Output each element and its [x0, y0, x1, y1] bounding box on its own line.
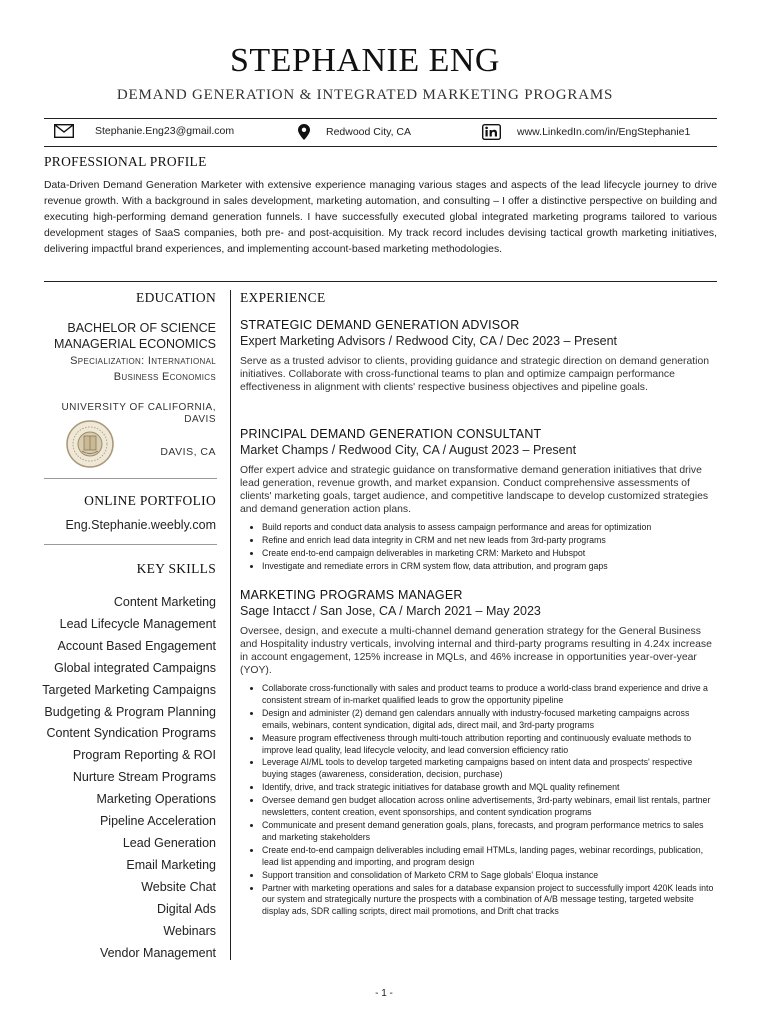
skill-item: Account Based Engagement	[57, 638, 216, 653]
job-meta: Market Champs / Redwood City, CA / August 2023 – Present	[240, 443, 577, 457]
skill-item: Pipeline Acceleration	[99, 814, 216, 829]
contact-email[interactable]	[54, 124, 234, 138]
job-description: Serve as a trusted advisor to clients, providing guidance and strategic direction on demand generation initiatives. Collaborate with cross-functional teams to plan and optimize campaign performance effectiveness in alignment with clients' respective business objectives and pipeline goals.	[240, 356, 710, 393]
university-seal-icon	[66, 420, 114, 468]
experience-heading: EXPERIENCE	[240, 290, 326, 305]
candidate-tagline: DEMAND GENERATION & INTEGRATED MARKETING PROGRAMS	[116, 87, 614, 103]
portfolio-link[interactable]: Eng.Stephanie.weebly.com	[65, 518, 216, 532]
job-bullet: • Build reports and conduct data analysis to assess campaign performance and areas for optimization	[262, 522, 717, 534]
degree	[40, 320, 216, 352]
portfolio-heading: ONLINE PORTFOLIO	[84, 493, 216, 508]
skill-item: Website Chat	[141, 879, 216, 894]
job-bullets	[240, 522, 717, 573]
job-bullet: • Create end-to-end campaign deliverables in marketing CRM: Marketo and Hubspot	[262, 548, 717, 560]
contact-linkedin-text: www.LinkedIn.com/in/EngStephanie1	[517, 126, 691, 138]
divider-education	[44, 478, 217, 479]
skill-item: Program Reporting & ROI	[72, 748, 216, 763]
skill-item: Content Syndication Programs	[46, 726, 216, 741]
job-bullet: • Create end-to-end campaign deliverables including email HTMLs, landing pages, webinar recordings, publication, lead list appending and importing, and program design	[262, 845, 717, 869]
column-divider	[230, 290, 231, 960]
divider-top	[44, 118, 717, 119]
skill-item: Budgeting & Program Planning	[44, 704, 216, 719]
skills-list	[40, 592, 216, 964]
job-bullets	[240, 683, 717, 918]
job-description: Offer expert advice and strategic guidance on transformative demand generation initiatives that drive lead generation, revenue growth, and market expansion. Conduct comprehensive assessments of clients' marketing goals, target audience, and competitive landscape to develop customized strategies and demand generation action plans.	[240, 465, 709, 515]
skill-item: Content Marketing	[113, 595, 216, 609]
job-bullet: • Refine and enrich lead data integrity in CRM and net new leads from 3rd-party programs	[262, 535, 717, 547]
job-bullet: • Design and administer (2) demand gen calendars annually with industry-focused marketing campaigns across emails, webinars, content syndication, digital ads, direct mail, and 3rd-party programs	[262, 708, 717, 732]
job-bullet: • Support transition and consolidation of Marketo CRM to Sage globals' Eloqua instance	[262, 870, 717, 882]
specialization	[40, 353, 216, 385]
specialization-line: Specialization: International	[70, 355, 216, 367]
education-heading: EDUCATION	[136, 290, 216, 305]
profile-heading: PROFESSIONAL PROFILE	[44, 154, 207, 169]
job-title: MARKETING PROGRAMS MANAGER	[240, 588, 463, 602]
divider-portfolio	[44, 544, 217, 545]
job-bullet: • Oversee demand gen budget allocation across online advertisements, 3rd-party webinars, email list rentals, partner newsletters, content creation, event sponsorships, and content syndication programs	[262, 795, 717, 819]
job-bullet: • Identify, drive, and track strategic initiatives for database growth and MQL quality refinement	[262, 782, 717, 794]
university-line: UNIVERSITY OF CALIFORNIA,	[61, 402, 216, 413]
skill-item: Email Marketing	[126, 857, 216, 872]
page-number: - 1 -	[375, 988, 393, 999]
university-location: DAVIS, CA	[160, 446, 216, 458]
job-description: Oversee, design, and execute a multi-channel demand generation strategy for the General Business and Hospitality industry verticals, involving internal and third-party programs resulting in 4.24x increase in account engagement, 125% increase in MQLs, and 46% increase in opportunities year-over-year (YOY).	[240, 626, 712, 676]
skill-item: Targeted Marketing Campaigns	[42, 682, 216, 697]
contact-linkedin[interactable]	[482, 124, 690, 140]
job-bullet: • Leverage AI/ML tools to develop targeted marketing campaigns based on intent data and prospects' respective buying stages (awareness, consideration, decision, purchase)	[262, 757, 717, 781]
job-entry	[240, 427, 717, 574]
specialization-line: Business Economics	[113, 371, 216, 383]
contact-location-text: Redwood City, CA	[326, 126, 412, 138]
job-bullet: • Partner with marketing operations and sales for a database expansion project to successfully import 420K leads into our system and strategically nurture the prospects with a combination of A/B message testing, targeted website display ads, SDR calling scripts, direct mail promotions, and Drift chat tracks	[262, 883, 717, 919]
divider-profile	[44, 281, 717, 282]
job-bullet: • Collaborate cross-functionally with sales and product teams to produce a world-class brand experience and drive a consistent stream of in-market qualified leads to grow the opportunity pipeline	[262, 683, 717, 707]
location-pin-icon	[298, 124, 310, 140]
contact-email-text: Stephanie.Eng23@gmail.com	[95, 125, 235, 137]
university-line: DAVIS	[184, 414, 216, 425]
contact-bar	[44, 124, 717, 140]
skill-item: Nurture Stream Programs	[72, 770, 216, 785]
job-bullet: • Communicate and present demand generation goals, plans, forecasts, and program performance metrics to sales and marketing stakeholders	[262, 820, 717, 844]
job-title: STRATEGIC DEMAND GENERATION ADVISOR	[240, 318, 520, 332]
skill-item: Marketing Operations	[96, 792, 216, 807]
envelope-icon	[54, 124, 74, 138]
degree-line: MANAGERIAL ECONOMICS	[53, 337, 216, 351]
contact-location	[298, 124, 411, 140]
skill-item: Lead Generation	[122, 835, 216, 850]
skill-item: Lead Lifecycle Management	[59, 616, 216, 631]
linkedin-icon	[482, 124, 501, 140]
skills-heading: KEY SKILLS	[136, 561, 216, 576]
job-bullet: • Investigate and remediate errors in CRM system flow, data attribution, and program gaps	[262, 561, 717, 573]
skill-item: Webinars	[163, 923, 216, 938]
job-meta: Sage Intacct / San Jose, CA / March 2021 – May 2023	[240, 604, 541, 618]
job-entry	[240, 318, 717, 394]
skill-item: Digital Ads	[156, 901, 216, 916]
job-title: PRINCIPAL DEMAND GENERATION CONSULTANT	[240, 427, 542, 441]
job-bullet: • Measure program effectiveness through multi-touch attribution reporting and continuously evaluate methods to improve lead quality, lead lifecycle velocity, and lead conversion efficiency ratio	[262, 733, 717, 757]
job-entry	[240, 588, 717, 919]
skill-item: Global integrated Campaigns	[54, 660, 216, 675]
skill-item: Vendor Management	[99, 945, 216, 960]
job-meta: Expert Marketing Advisors / Redwood City, CA / Dec 2023 – Present	[240, 334, 618, 348]
divider-contact	[44, 146, 717, 147]
profile-text: Data-Driven Demand Generation Marketer with extensive experience managing various stages and aspects of the lead lifecycle journey to drive revenue growth. With a background in sales development, marketing automation, and consulting – I offer a distinctive perspective on building and executing high-performing demand generation funnels. I have successfully executed global integrated marketing programs tailored to various development stages of SaaS companies, both pre- and post-acquisition. My track record includes devising tactical growth marketing initiatives, delivering impactful brand experiences, and implementing account-based marketing methodologies.	[44, 180, 717, 255]
degree-line: BACHELOR OF SCIENCE	[67, 321, 216, 335]
candidate-name: STEPHANIE ENG	[230, 42, 500, 79]
